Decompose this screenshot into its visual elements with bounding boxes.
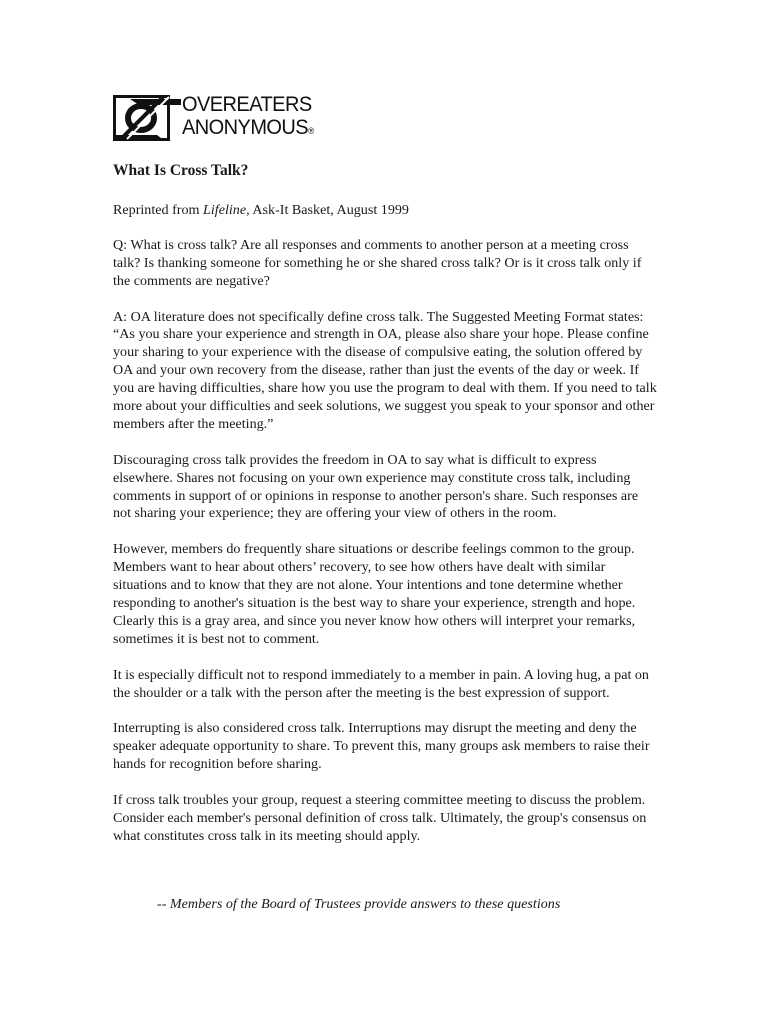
body-paragraph: Discouraging cross talk provides the freedom in OA to say what is difficult to express elsewhere. Shares not focusing on your own experience may constitute cross talk, including comments in support of or opinions in response to another person's share. Such responses are not sharing your experience; they are offering your view of others in the room. — [113, 451, 639, 522]
source-line — [113, 202, 658, 220]
registered-mark: ® — [308, 126, 315, 136]
body-paragraph: Interrupting is also considered cross talk. Interruptions may disrupt the meeting and deny the speaker adequate opportunity to share. To prevent this, many groups ask members to raise their hands for recognition before sharing. — [113, 720, 650, 773]
answer-paragraph: A: OA literature does not specifically define cross talk. The Suggested Meeting Format states: “As you share your experience and strength in OA, please also share your hope. Please confine your sharing to your experience with the disease of compulsive eating, the solution offered by OA and your own recovery from the disease, rather than just the events of the day or week. If you are having difficulties, share how you use the program to deal with them. If you need to talk more about your difficulties and seek solutions, we suggest you speak to your sponsor and other members after the meeting.” — [113, 308, 657, 432]
source-suffix: Ask-It Basket, August 1999 — [249, 202, 409, 218]
oa-logo-icon — [113, 95, 181, 141]
body-paragraph: If cross talk troubles your group, request a steering committee meeting to discuss the problem. Consider each member's personal definition of cross talk. Ultimately, the group's consensus on what constitutes cross talk in its meeting should apply. — [113, 791, 647, 844]
logo-line-overeaters: OVEREATERS — [182, 92, 312, 116]
logo-line-anonymous-text: ANONYMOUS — [182, 115, 309, 139]
source-prefix: Reprinted from — [113, 202, 204, 218]
question-paragraph: Q: What is cross talk? Are all responses and comments to another person at a meeting cross talk? Is thanking someone for something he or she shared cross talk? Or is it cross talk only if the comments are negative? — [113, 236, 642, 289]
source-publication: Lifeline, — [203, 202, 250, 218]
overeaters-anonymous-logo — [113, 92, 343, 143]
document-title: What Is Cross Talk? — [113, 162, 249, 179]
logo-wordmark — [182, 93, 314, 143]
body-paragraph: However, members do frequently share situations or describe feelings common to the group. Members want to hear about others’ recovery, to see how others have dealt with similar situations and to know that they are not alone. Your intentions and tone determine whether responding to another's situation is the best way to share your experience, strength and hope. Clearly this is a gray area, and since you never know how others will interpret your remarks, sometimes it is best not to comment. — [113, 541, 636, 647]
body-paragraph: It is especially difficult not to respond immediately to a member in pain. A loving hug, a pat on the shoulder or a talk with the person after the meeting is the best expression of support. — [113, 666, 649, 701]
document-body — [113, 202, 658, 864]
signature-line: -- Members of the Board of Trustees provide answers to these questions — [157, 896, 561, 912]
logo-line-anonymous — [182, 116, 314, 143]
